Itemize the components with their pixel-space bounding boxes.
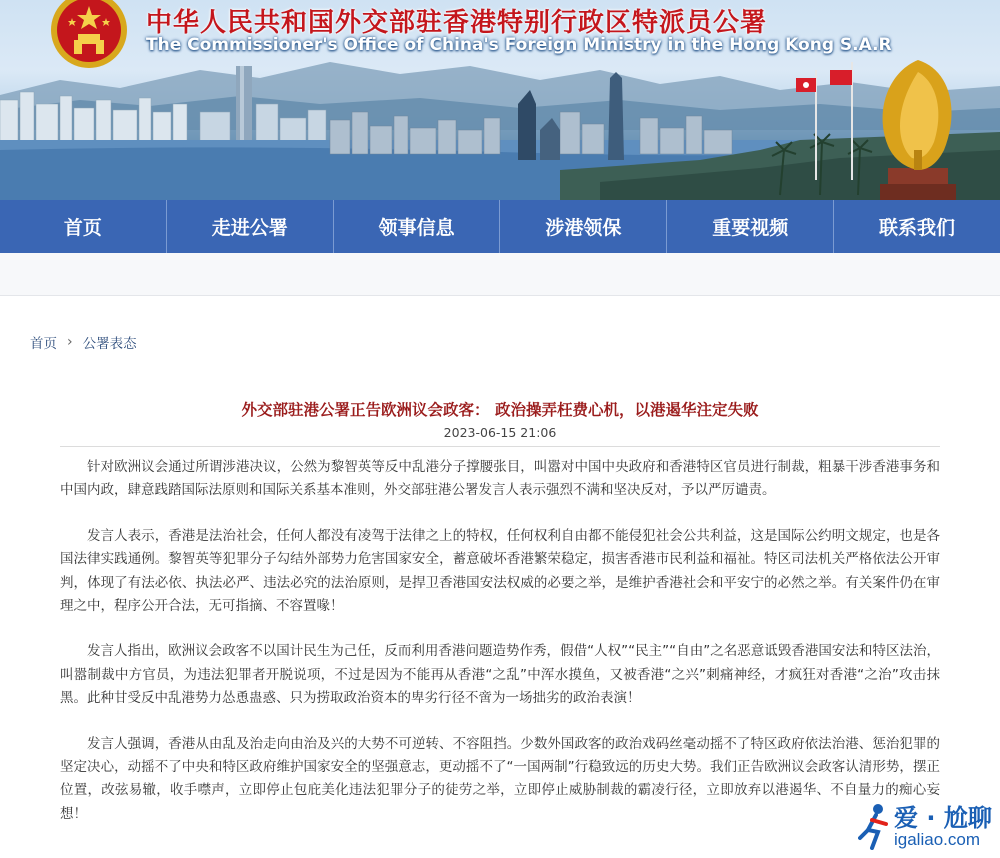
national-emblem-icon: [46, 0, 132, 70]
article-paragraph: 针对欧洲议会通过所谓涉港决议，公然为黎智英等反中乱港分子撑腰张目，叫嚣对中国中央政府和香港特区官员进行制裁，粗暴干涉香港事务和中国内政，肆意践踏国际法原则和国际关系基本准则，外交部驻港公署发言人表示强烈不满和坚决反对，予以严厉谴责。: [60, 459, 940, 499]
site-title-english: The Commissioner's Office of China's Foreign Ministry in the Hong Kong S.A.R: [146, 35, 892, 55]
header-banner: [0, 0, 1000, 200]
nav-item-about[interactable]: 走进公署: [167, 200, 334, 253]
nav-item-videos[interactable]: 重要视频: [667, 200, 834, 253]
article-date: 2023-06-15 21:06: [443, 425, 557, 440]
watermark-domain: igaliao.com: [894, 830, 980, 849]
sub-nav-bar: [0, 253, 1000, 296]
article-body: [60, 456, 940, 848]
nav-item-consular-info[interactable]: 领事信息: [334, 200, 501, 253]
nav-item-home[interactable]: 首页: [0, 200, 167, 253]
watermark-chinese: 爱 · 尬聊: [894, 804, 992, 832]
article-paragraph: 发言人指出，欧洲议会政客不以国计民生为己任，反而利用香港问题造势作秀，假借“人权”“民主”“自由”之名恶意诋毁香港国安法和特区法治，叫嚣制裁中方官员，为违法犯罪者开脱说项，不过是因为不能再从香港“之乱”中浑水摸鱼，又被香港“之兴”刺痛神经，才疯狂对香港“之治”攻击抹黑。此种甘受反中乱港势力怂恿蛊惑、只为捞取政治资本的卑劣行径不啻为一场拙劣的政治表演！: [60, 643, 940, 707]
main-nav: [0, 200, 1000, 253]
nav-item-consular-protection[interactable]: 涉港领保: [500, 200, 667, 253]
site-title-chinese: 中华人民共和国外交部驻香港特别行政区特派员公署: [146, 8, 768, 38]
nav-item-contact[interactable]: 联系我们: [879, 217, 956, 239]
breadcrumb-home-link[interactable]: 首页: [30, 336, 57, 352]
article-paragraph: 发言人强调，香港从由乱及治走向由治及兴的大势不可逆转、不容阻挡。少数外国政客的政治戏码丝毫动摇不了特区政府依法治港、惩治犯罪的坚定决心，动摇不了中央和特区政府维护国家安全的坚强意志，更动摇不了“一国两制”行稳致远的历史大势。我们正告欧洲议会政客认清形势，摆正位置，改弦易辙，收手噤声，立即停止包庇美化违法犯罪分子的徒劳之举，立即停止威胁制裁的霸凌行径，立即放弃以港遏华、不自量力的痴心妄想！: [60, 735, 940, 822]
breadcrumb: [30, 332, 137, 352]
runner-logo-icon: [858, 802, 892, 850]
breadcrumb-chevron-icon: ›: [67, 334, 73, 350]
breadcrumb-current-link[interactable]: 公署表态: [82, 336, 137, 352]
site-watermark: [858, 798, 998, 856]
article-paragraph: 发言人表示，香港是法治社会，任何人都没有凌驾于法律之上的特权，任何权利自由都不能侵犯社会公共利益，这是国际公约明文规定，也是各国法律实践通例。黎智英等犯罪分子勾结外部势力危害国家安全，蓄意破坏香港繁荣稳定，损害香港市民利益和福祉。特区司法机关严格依法公开审判，体现了有法必依、执法必严、违法必究的法治原则，是捍卫香港国安法权威的必要之举，是维护香港社会和平安宁的必然之举。有关案件仍在审理之中，程序公开合法，无可指摘、不容置喙！: [60, 527, 940, 615]
title-divider: [60, 446, 940, 447]
article-title: 外交部驻港公署正告欧洲议会政客： 政治操弄枉费心机，以港遏华注定失败: [241, 401, 759, 419]
